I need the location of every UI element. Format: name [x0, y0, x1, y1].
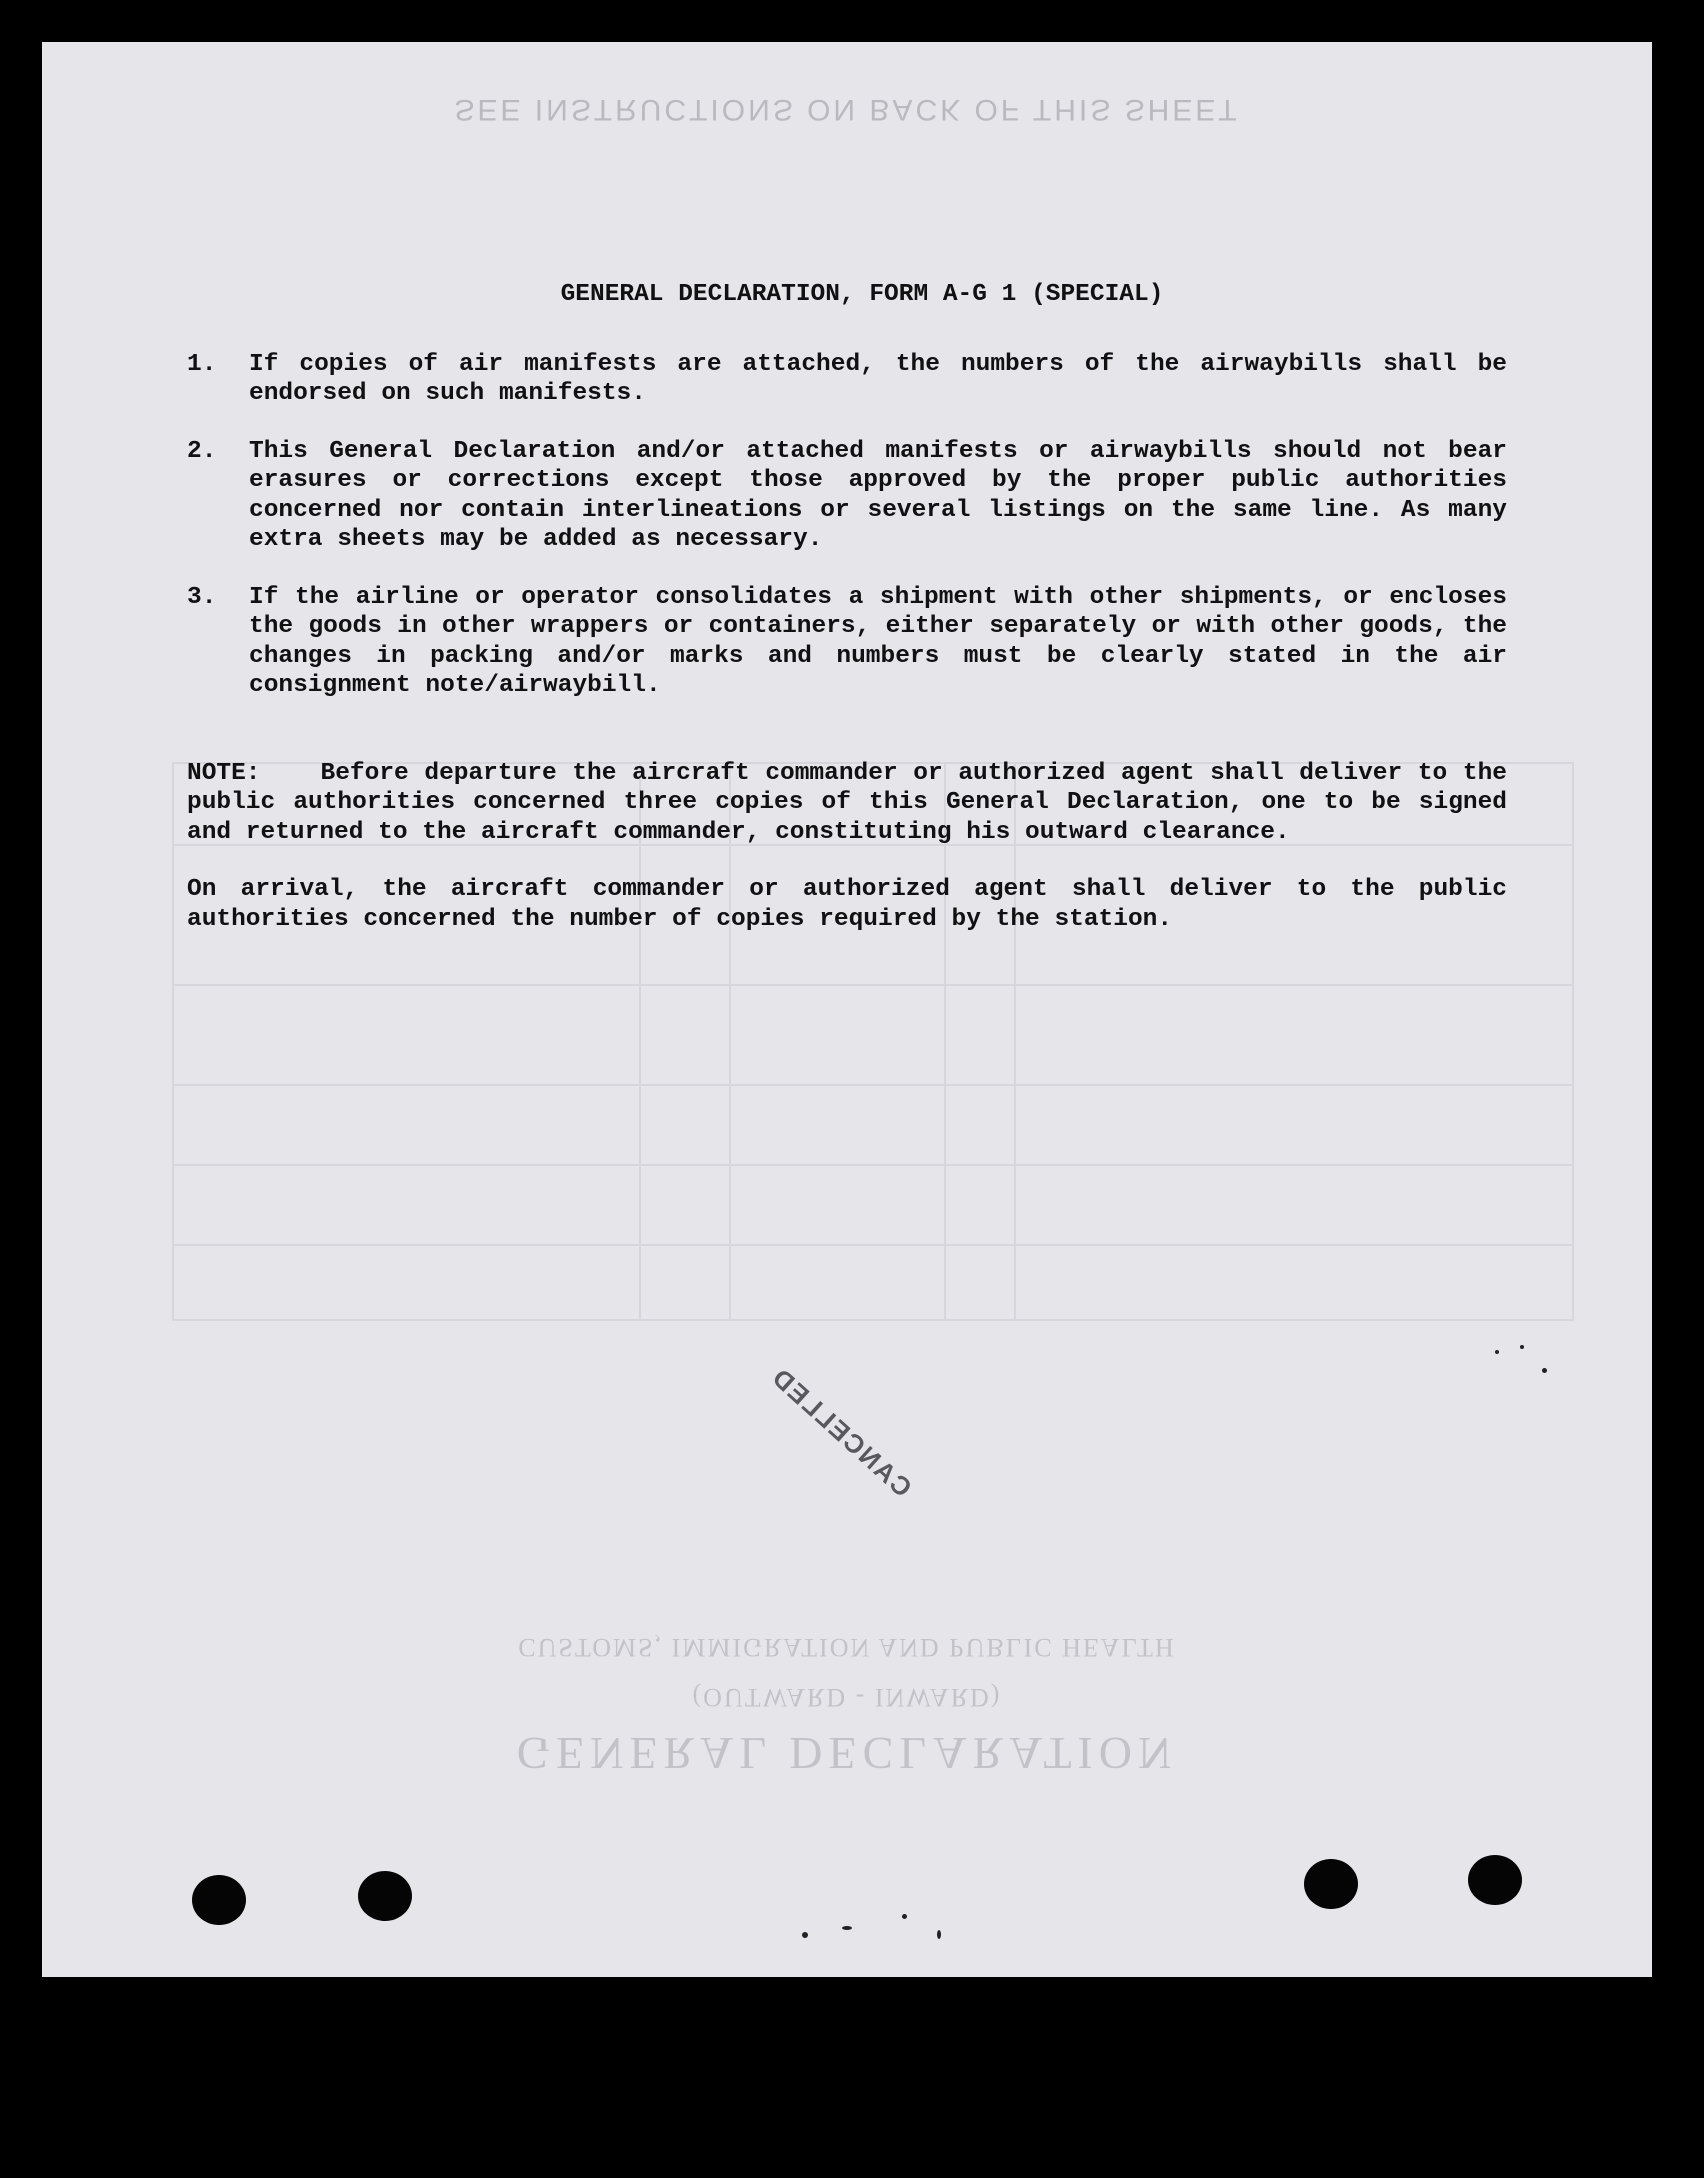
- punch-hole-icon: [192, 1875, 246, 1925]
- item-text: This General Declaration and/or attached manifests or airwaybills should not bear erasures or corrections except those approved by the proper public authorities concerned nor contain interlineations or several listings on the same line. As many extra sheets may be added as necessary.: [249, 437, 1507, 553]
- note-label: NOTE:: [187, 759, 261, 787]
- speck: [802, 1932, 808, 1938]
- bleed-through-header: SEE INSTRUCTIONS ON BACK OF THIS SHEET: [454, 93, 1240, 126]
- note-paragraph: [187, 759, 1507, 848]
- document-title: GENERAL DECLARATION, FORM A-G 1 (SPECIAL): [560, 281, 1164, 308]
- note-text: Before departure the aircraft commander or authorized agent shall deliver to the public authorities concerned three copies of this General Declaration, one to be signed and returned to the aircraft commander, constituting his outward clearance.: [187, 759, 1507, 846]
- item-text: If copies of air manifests are attached, the numbers of the airwaybills shall be endorsed on such manifests.: [249, 350, 1507, 407]
- instruction-item-2: [187, 437, 1507, 555]
- item-text: If the airline or operator consolidates a shipment with other shipments, or encloses the goods in other wrappers or containers, either separately or with other goods, the changes in packing and/or marks and numbers must be clearly stated in the air consignment note/airwaybill.: [249, 583, 1507, 699]
- cancelled-stamp: CANCELLED: [765, 1361, 918, 1503]
- arrival-paragraph: On arrival, the aircraft commander or authorized agent shall deliver to the public authorities concerned the number of copies required by the station.: [187, 876, 1507, 933]
- document-page: [42, 42, 1652, 1977]
- bleed-through-line-1: CUSTOMS, IMMIGRATION AND PUBLIC HEALTH: [518, 1633, 1176, 1662]
- instructions-text: [187, 280, 1507, 934]
- bleed-through-line-3: GENERAL DECLARATION: [516, 1728, 1178, 1779]
- speck: [842, 1926, 852, 1930]
- speck: [1520, 1345, 1524, 1349]
- item-number: 2.: [187, 437, 217, 465]
- item-number: 3.: [187, 583, 217, 611]
- speck: [1542, 1368, 1547, 1373]
- item-number: 1.: [187, 350, 217, 378]
- speck: [937, 1930, 941, 1939]
- instruction-item-1: [187, 350, 1507, 409]
- speck: [1495, 1350, 1499, 1354]
- speck: [902, 1914, 907, 1919]
- punch-hole-icon: [358, 1871, 412, 1921]
- bleed-through-line-2: (OUTWARD - INWARD): [692, 1683, 1002, 1712]
- punch-hole-icon: [1468, 1855, 1522, 1905]
- instruction-item-3: [187, 583, 1507, 701]
- punch-hole-icon: [1304, 1859, 1358, 1909]
